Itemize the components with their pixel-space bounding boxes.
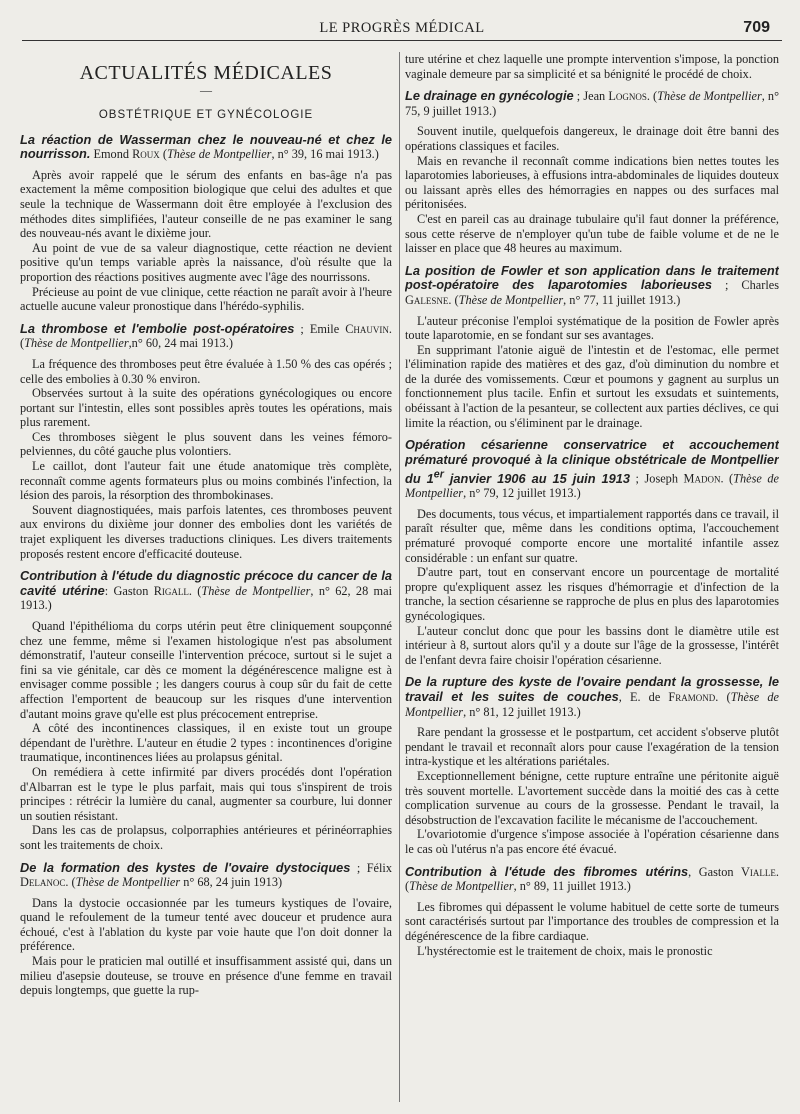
article-heading	[405, 89, 779, 118]
article-heading	[405, 675, 779, 719]
thesis-label: Thèse de Montpellier	[166, 147, 272, 162]
article	[20, 569, 392, 852]
citation-open: . (	[405, 864, 779, 894]
article-heading	[20, 322, 392, 351]
article-heading	[405, 865, 779, 894]
article	[20, 322, 392, 562]
header-rule	[22, 40, 782, 41]
citation-open: . (	[448, 292, 459, 307]
citation-open: . (	[65, 875, 76, 890]
article-title: Le drainage en gynécologie	[405, 88, 574, 104]
article	[405, 264, 779, 431]
paragraph: L'ovariotomie d'urgence s'impose associée à l'opération césarienne dans le cas où l'utérus n'a pas encore été évacué.	[405, 827, 779, 856]
subsection-title: OBSTÉTRIQUE ET GYNÉCOLOGIE	[98, 109, 314, 121]
thesis-label: Thèse de Montpellier	[657, 89, 762, 104]
paragraph: C'est en pareil cas au drainage tubulaire qu'il faut donner la préférence, sous cette réserve de n'employer qu'un tube de faible volume et de ne le laisser en place que 48 heures au maximum.	[405, 211, 779, 256]
paragraph: Au point de vue de sa valeur diagnostique, cette réaction ne devient positive qu'un temps variable après la naissance, d'où résulte que la proportion des réactions positives augmente avec l'âge des nourrissons.	[20, 240, 392, 284]
author-prefix: ; Emile	[294, 321, 346, 336]
citation-details: , n° 89, 11 juillet 1913.)	[513, 879, 631, 894]
article	[20, 861, 392, 998]
paragraph: Quand l'épithélioma du corps utérin peut être cliniquement soupçonné chez une femme, même si l'examen histologique n'est pas absolument démonstratif, l'auteur conseille l'intervention précoce, surtout si le sujet a fini sa vie génitale, car dès ce moment la dégénérescence maligne est à envisager comme possible ; les dangers courus à coup sûr du fait de cette affection l'emportent de beaucoup sur les risques d'une intervention d'autant moins grave qu'elle est plus précocement entreprise.	[20, 619, 392, 721]
paragraph: Les fibromes qui dépassent le volume habituel de cette sorte de tumeurs sont caractérisés surtout par l'importance des troubles de compression et la dégénérescence de la fibre cardiaque.	[405, 899, 779, 943]
section-title: ACTUALITÉS MÉDICALES	[79, 62, 333, 84]
paragraph: L'hystérectomie est le traitement de choix, mais le pronostic	[417, 943, 713, 958]
paragraph: La fréquence des thromboses peut être évaluée à 1.50 % des cas opérés ; celle des embolies à 0.30 % environ.	[20, 356, 392, 386]
paragraph: Le caillot, dont l'auteur fait une étude anatomique très complète, reconnaît comme agents formateurs plus ou moins combinés l'infection, la lésion des parois, la résorption des thrombokinases.	[20, 459, 392, 503]
article-heading	[20, 569, 392, 613]
author-prefix: , Gaston	[688, 864, 742, 879]
author-prefix: ; Jean	[573, 89, 609, 104]
article	[405, 438, 779, 667]
citation-details: , n° 81, 12 juillet 1913.)	[463, 704, 581, 719]
right-column	[405, 52, 779, 1110]
paragraph: Dans la dystocie occasionnée par les tumeurs kystiques de l'ovaire, quand le refoulement de la tumeur tenté avec douceur et prudence aura échoué, c'est à l'ablation du kyste par voie haute que l'on doit donner la préférence.	[20, 895, 392, 954]
citation-details: , n° 75, 9 juillet 1913.)	[405, 89, 779, 118]
thesis-label: Thèse de Montpellier	[405, 690, 779, 719]
paragraph: D'autre part, tout en conservant encore un pourcentage de mortalité propre qu'expliquent assez les risques d'hémorragie et d'infection de la tranche, la section césarienne se rapproche de plus en plus des laparotomies gynécologiques.	[405, 565, 779, 624]
article-heading	[405, 264, 779, 308]
running-title: LE PROGRÈS MÉDICAL	[319, 20, 485, 36]
citation-open: . (	[646, 89, 658, 104]
author-name: Galesne	[405, 292, 449, 307]
article-heading	[20, 133, 392, 162]
author-name: Vialle	[741, 864, 776, 879]
article	[20, 133, 392, 314]
author-name: Delanoc	[20, 875, 66, 890]
thesis-label: Thèse de Montpellier	[405, 471, 779, 501]
paragraph: Ces thromboses siègent le plus souvent dans les veines fémoro-pelviennes, du côté gauche plus volontiers.	[20, 429, 392, 459]
paragraph: A côté des incontinences classiques, il en existe tout un groupe dépendant de l'urèthre. L'auteur en étudie 2 types : incontinences d'origine traumatique, incontinences liées au prolapsus génital.	[20, 721, 392, 765]
author-name: Lognos	[608, 89, 647, 104]
author-name: Roux	[132, 147, 160, 162]
citation-details: n° 68, 24 juin 1913)	[180, 875, 283, 890]
article-title: De la rupture des kyste de l'ovaire pendant la grossesse, le travail et les suites de couches	[405, 674, 779, 705]
paragraph: Exceptionnellement bénigne, cette rupture entraîne une péritonite aiguë très souvent mortelle. L'avortement succède dans la moitié des cas à cette complication survenue au cours de la grossesse. Pendant le travail, la désobstruction de l'excavation facilite le mécanisme de l'accouchement.	[405, 768, 779, 827]
page-header	[22, 20, 782, 40]
paragraph: On remédiera à cette infirmité par divers procédés dont l'opération d'Albarran est le type le plus parfait, mais qui tous s'inspirent de trois principes : rétrécir la lumière du canal, augmenter sa courbure, lui donner un soutien résistant.	[20, 764, 392, 823]
article-title-superscript: er	[433, 468, 444, 481]
citation-open: . (	[715, 690, 731, 705]
column-divider	[399, 52, 400, 1102]
article-title: De la formation des kystes de l'ovaire dystociques	[20, 859, 351, 875]
article-title: Contribution à l'étude des fibromes utérins	[405, 863, 689, 879]
citation-details: , n° 77, 11 juillet 1913.)	[563, 292, 681, 307]
citation-open: . (	[20, 321, 392, 351]
thesis-label: Thèse de Montpellier	[75, 875, 181, 890]
article-title-part: janvier 1906 au 15 juin 1913	[443, 470, 631, 486]
paragraph: Souvent inutile, quelquefois dangereux, le drainage doit être banni des opérations classiques et faciles.	[405, 124, 779, 153]
citation-open: . (	[188, 583, 202, 598]
article	[405, 675, 779, 856]
article-heading	[405, 438, 779, 501]
author-prefix: ; Joseph	[630, 471, 684, 486]
paragraph: Mais en revanche il reconnaît comme indications bien nettes toutes les laparotomies laborieuses, à effusions intra-abdominales de liquides douteux ou laissant après elles des hémorragies en nappes ou des surfaces mal péritonisées.	[405, 153, 779, 212]
article	[405, 89, 779, 256]
paragraph: Précieuse au point de vue clinique, cette réaction ne paraît avoir à l'heure actuelle aucune valeur pronostique dans l'hérédo-syphilis.	[20, 284, 392, 314]
author-name: Framond	[668, 690, 716, 705]
left-column	[20, 52, 392, 1110]
paragraph: Rare pendant la grossesse et le postpartum, cet accident s'observe plutôt pendant le travail et reconnaît alors pour cause l'exagération de la tension intra-kystique et les altérations pariétales.	[405, 725, 779, 769]
author-name: Madon	[683, 471, 721, 486]
citation-details: , n° 39, 16 mai 1913.)	[271, 147, 379, 162]
article	[405, 865, 779, 959]
article-title: La position de Fowler et son application dans le traitement post-opératoire des laparotomies laborieuses	[405, 262, 779, 293]
paragraph: L'auteur conclut donc que pour les bassins dont le diamètre utile est intérieur à 8, surtout alors qu'il y a doute sur l'âge de la grossesse, l'intérêt de l'enfant devra faire choisir l'opération césarienne.	[405, 623, 779, 667]
citation-details: , n° 62, 28 mai 1913.)	[20, 583, 392, 613]
author-prefix: ; Charles	[712, 278, 779, 293]
paragraph: L'auteur préconise l'emploi systématique de la position de Fowler après toute laparotomie, en se fondant sur ses avantages.	[405, 313, 779, 343]
article-title: La thrombose et l'embolie post-opératoires	[20, 320, 295, 336]
article-heading	[20, 861, 392, 890]
paragraph: Souvent diagnostiquées, mais parfois latentes, ces thromboses peuvent aux environs du dixième jour donner des embolies dont les variétés de trajet expliquent les diverses traductions cliniques. Les divers traitements proposés restent encore d'efficacité douteuse.	[20, 502, 392, 561]
paragraph: En supprimant l'atonie aiguë de l'intestin et de l'estomac, elle permet l'élimination rapide des matières et des gaz, d'où diminution du nombre et de la durée des vomissements. Cœur et poumons y gagnent au surplus un fonctionnement plus tacile. Enfin et surtout les exsudats et suintements, obéissant à l'action de la pesanteur, se collectent aux parties déclives, ce qui limite la réaction, ou s'éliminent par le drainage.	[405, 342, 779, 430]
article-title: La réaction de Wasserman chez le nouveau-né et chez le nourrisson.	[20, 131, 392, 162]
article-title: Contribution à l'étude du diagnostic précoce du cancer de la cavité utérine	[20, 568, 392, 598]
author-prefix: ; Félix	[350, 860, 392, 875]
author-name: Chauvin	[345, 321, 389, 336]
paragraph: Observées surtout à la suite des opérations gynécologiques ou encore portant sur l'intestin, elles sont possibles après toutes les opérations, mais plus rarement.	[20, 386, 392, 430]
thesis-label: Thèse de Montpellier	[201, 583, 311, 598]
thesis-label: Thèse de Montpellier	[458, 292, 564, 307]
author-prefix: Emond	[90, 147, 133, 162]
paragraph: Dans les cas de prolapsus, colporraphies antérieures et périnéorraphies sont les traitements de choix.	[20, 823, 392, 852]
thesis-label: Thèse de Montpellier	[24, 336, 129, 351]
author-prefix: , E. de	[618, 690, 669, 705]
paragraph: Mais pour le praticien mal outillé et insuffisamment assisté qui, dans un milieu d'asepsie douteuse, se trouve en présence d'une femme en travail depuis longtemps, que guette la rup-	[20, 954, 392, 998]
citation-open: (	[159, 147, 167, 162]
page-number: 709	[743, 19, 770, 36]
article-title-part: Opération césarienne conservatrice et accouchement prématuré provoqué à la clinique obstétricale de Montpellier du 1	[405, 437, 779, 486]
title-dash: —	[200, 83, 212, 97]
paragraph: Des documents, tous vécus, et impartialement rapportés dans ce travail, il paraît résulter que, même dans les conditions optima, l'accouchement prématuré provoqué comporte encore une mortalité infantile assez considérable : un enfant sur quatre.	[405, 506, 779, 565]
thesis-label: Thèse de Montpellier	[409, 879, 514, 894]
citation-open: . (	[720, 471, 734, 486]
author-name: Rigall	[153, 583, 189, 598]
continued-paragraph: ture utérine et chez laquelle une prompte intervention s'impose, la ponction vaginale demeure par sa simplicité et sa bénignité le procédé de choix.	[405, 52, 779, 81]
citation-details: ,n° 60, 24 mai 1913.)	[128, 336, 233, 351]
author-prefix: : Gaston	[104, 583, 154, 598]
citation-details: , n° 79, 12 juillet 1913.)	[463, 486, 581, 501]
paragraph: Après avoir rappelé que le sérum des enfants en bas-âge n'a pas exactement la même composition biologique que celui des adultes et que seule la technique de Wassermann doit être employée à l'exclusion des méthodes dites simplifiées, l'auteur conseille de ne pas examiner le sang des nouveau-nés avant le dixième jour.	[20, 167, 392, 241]
